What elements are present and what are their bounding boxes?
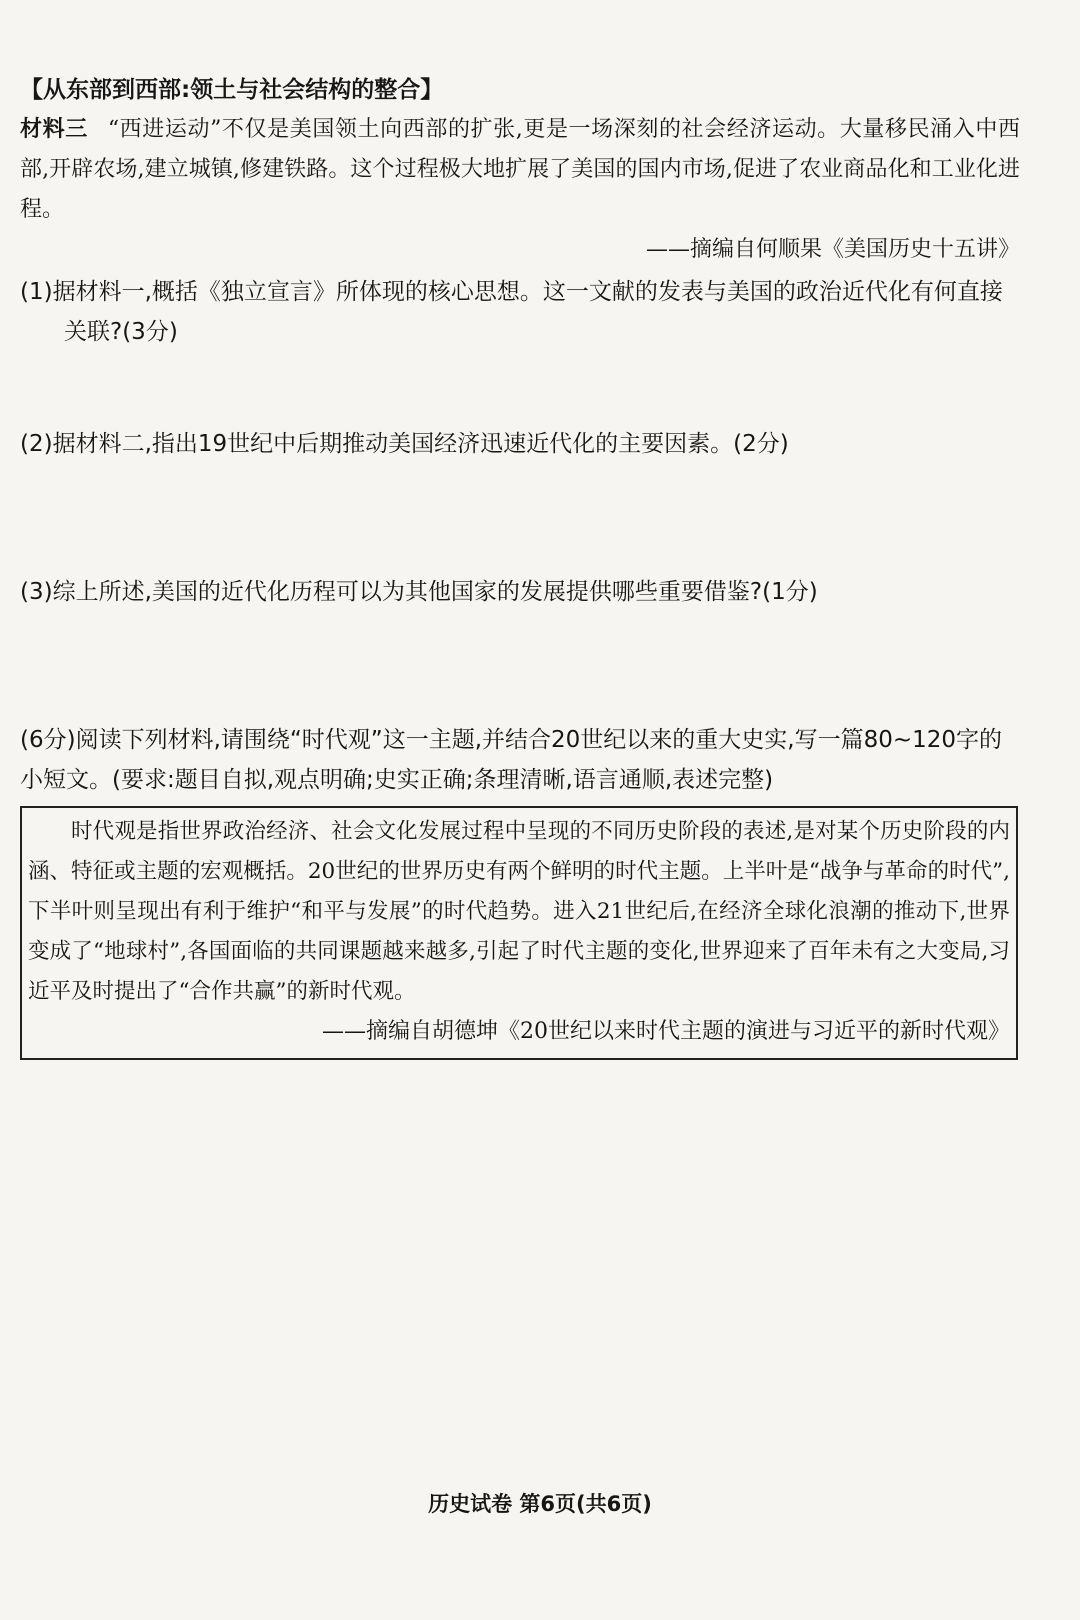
- question-3: (3)综上所述,美国的近代化历程可以为其他国家的发展提供哪些重要借鉴?(1分): [20, 579, 818, 605]
- question-2: (2)据材料二,指出19世纪中后期推动美国经济迅速近代化的主要因素。(2分): [20, 431, 789, 457]
- essay-material-box: [20, 806, 1018, 1060]
- material-three: [20, 110, 1020, 230]
- material-three-source: ——摘编自何顺果《美国历史十五讲》: [645, 237, 1020, 262]
- material-three-label: 材料三: [20, 117, 88, 142]
- material-three-text: “西进运动”不仅是美国领土向西部的扩张,更是一场深刻的社会经济运动。大量移民涌入中西部,开辟农场,建立城镇,修建铁路。这个过程极大地扩展了美国的国内市场,促进了农业商品化和工业化进程。: [20, 117, 1020, 222]
- essay-material-text: 时代观是指世界政治经济、社会文化发展过程中呈现的不同历史阶段的表述,是对某个历史阶段的内涵、特征或主题的宏观概括。20世纪的世界历史有两个鲜明的时代主题。上半叶是“战争与革命的时代”,下半叶则呈现出有利于维护“和平与发展”的时代趋势。进入21世纪后,在经济全球化浪潮的推动下,世界变成了“地球村”,各国面临的共同课题越来越多,引起了时代主题的变化,世界迎来了百年未有之大变局,习近平及时提出了“合作共赢”的新时代观。: [28, 819, 1010, 1004]
- question-1: (1)据材料一,概括《独立宣言》所体现的核心思想。这一文献的发表与美国的政治近代化有何直接关联?(3分): [20, 279, 1003, 345]
- essay-prompt: (6分)阅读下列材料,请围绕“时代观”这一主题,并结合20世纪以来的重大史实,写一篇80~120字的小短文。(要求:题目自拟,观点明确;史实正确;条理清晰,语言通顺,表述完整): [20, 727, 1003, 793]
- essay-material-source: ——摘编自胡德坤《20世纪以来时代主题的演进与习近平的新时代观》: [322, 1019, 1010, 1044]
- exam-page: [20, 70, 1020, 1060]
- page-footer: 历史试卷 第6页(共6页): [428, 1492, 652, 1516]
- section-heading: 【从东部到西部:领土与社会结构的整合】: [20, 77, 444, 103]
